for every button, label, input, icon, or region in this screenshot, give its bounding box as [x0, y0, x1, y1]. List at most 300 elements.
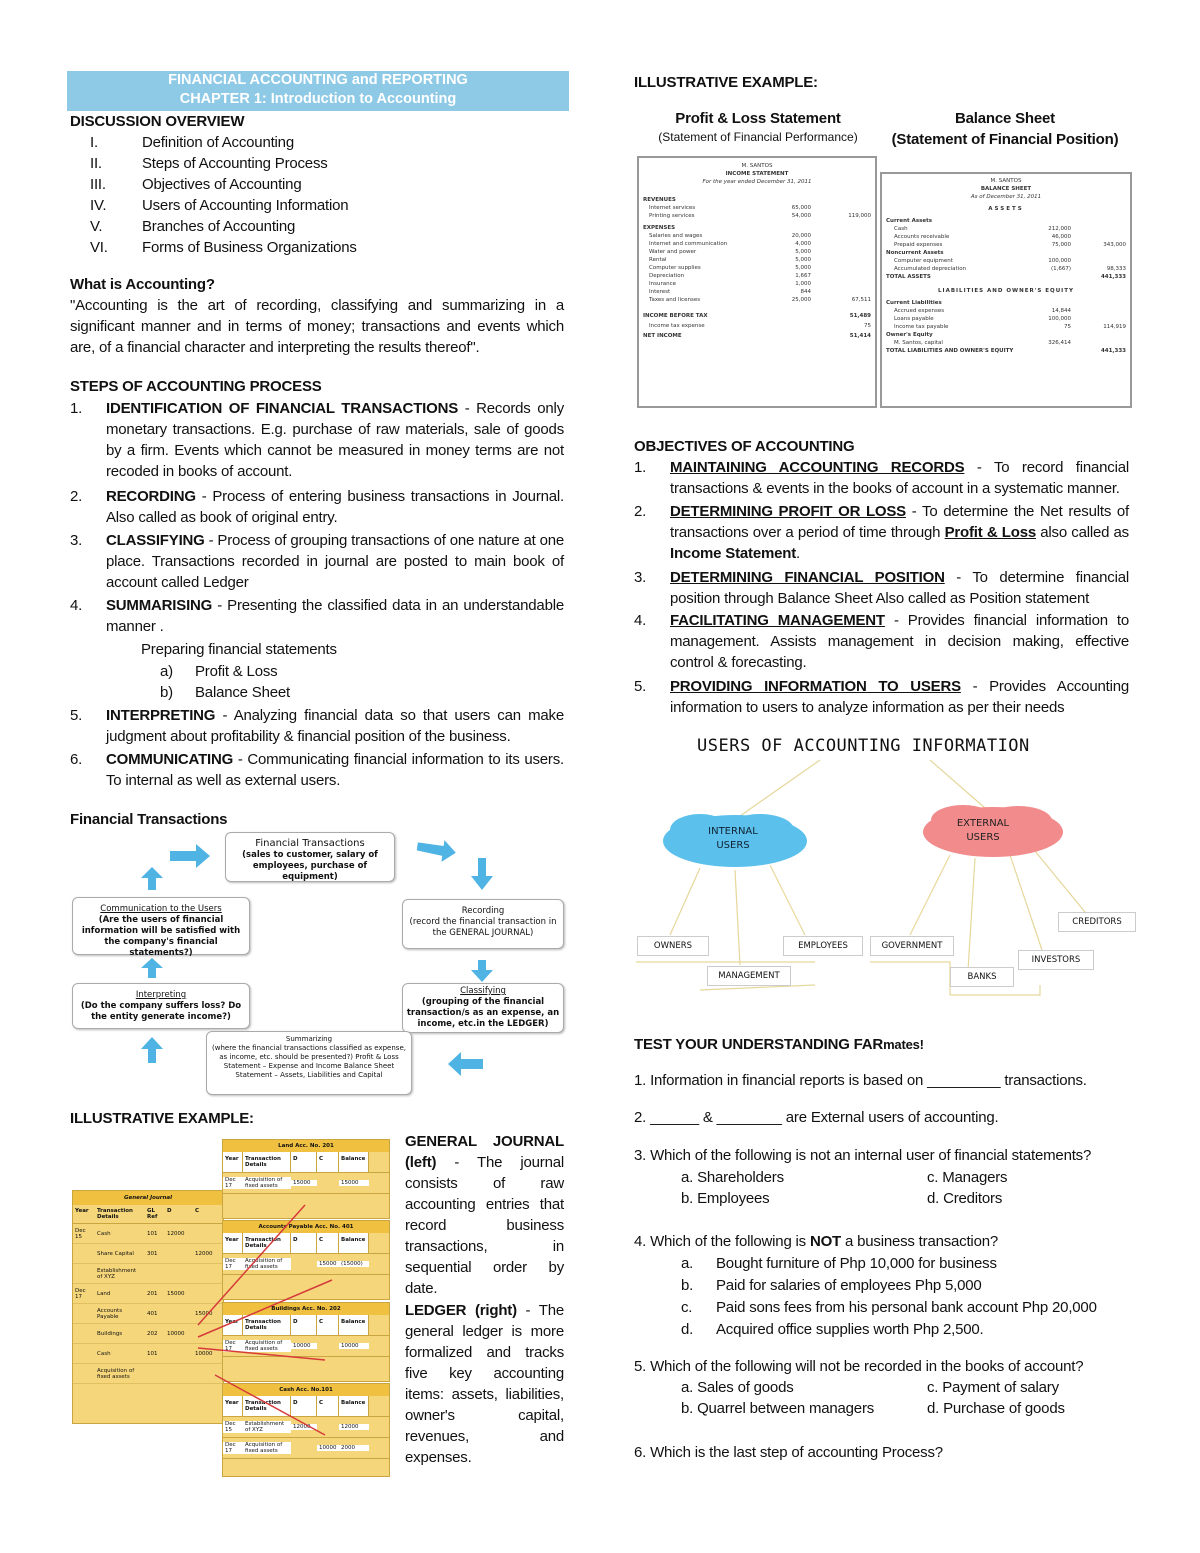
cycle-ft-text: (sales to customer, salary of employees, purchase of equipment) — [242, 850, 378, 882]
ledger-cell: Acquisition of fixed assets — [243, 1258, 291, 1270]
ledger-cell: 15000 — [291, 1180, 317, 1186]
objective-title: FACILITATING MANAGEMENT — [670, 612, 885, 629]
objective-title2: Profit & Loss — [944, 524, 1036, 541]
q4-option — [681, 1275, 982, 1296]
journal-header-cell: C — [195, 1208, 200, 1214]
bs-line — [882, 265, 1130, 273]
balance-sheet-image — [880, 172, 1132, 408]
journal-cell: Accounts Payable — [97, 1307, 123, 1320]
is-expense-value: 1,667 — [795, 273, 811, 279]
ledger-cell: 10000 — [317, 1445, 339, 1451]
is-expenses-label: EXPENSES — [643, 225, 676, 231]
bs-line-value: 212,000 — [1048, 226, 1071, 232]
q5-option-d: d. Purchase of goods — [927, 1400, 1065, 1417]
step-item — [70, 486, 564, 528]
overview-num: VI. — [90, 239, 108, 256]
step-body — [106, 749, 564, 791]
overview-num: III. — [90, 176, 106, 193]
journal-cell: 101 — [147, 1350, 158, 1357]
cycle-cls-text: (grouping of the financial transaction/s as an expense, an income, etc.in the LEDGER) — [406, 997, 560, 1029]
q4-option-num: d. — [681, 1321, 694, 1338]
bs-line-value: 326,414 — [1048, 340, 1071, 346]
bs-line-name: Loans payable — [894, 316, 934, 322]
is-revenue-total — [811, 204, 871, 212]
ledger-cell: 12000 — [291, 1424, 317, 1430]
ledger-title: Accounts Payable Acc. No. 401 — [223, 1221, 389, 1233]
cycle-sum-title: Summarizing — [285, 1035, 333, 1043]
bs-total-assets-label: TOTAL ASSETS — [886, 274, 931, 280]
is-expense-line — [639, 232, 875, 240]
ledger-header-cell: D — [291, 1396, 317, 1416]
bs-line-name: Accounts receivable — [894, 234, 950, 240]
bs-line-total — [1071, 257, 1126, 265]
objective-text: - Provides financial information to management. Assists management in decision making, effective control & forecasting. — [670, 612, 1129, 671]
q5-option-a: a. Sales of goods — [681, 1379, 794, 1396]
bs-line — [882, 323, 1130, 331]
ledger-header-cell: Year — [223, 1315, 243, 1335]
arrow-down-icon — [471, 858, 493, 890]
is-expense-total — [811, 264, 871, 272]
ledger-header-cell: D — [291, 1233, 317, 1253]
bs-total-le — [882, 347, 1130, 355]
step-num: 3. — [70, 532, 83, 549]
ledger-header-cell: D — [291, 1152, 317, 1172]
title-banner — [67, 71, 569, 111]
step-sub-item — [160, 682, 290, 703]
is-expense-value: 5,000 — [795, 265, 811, 271]
ledger-cell: Dec 17 — [223, 1177, 243, 1189]
bs-line-name: Accrued expenses — [894, 308, 945, 314]
q4-option — [681, 1253, 997, 1274]
illustrative-right-heading: ILLUSTRATIVE EXAMPLE: — [634, 74, 818, 91]
bs-le-label: LIABILITIES AND OWNER'S EQUITY — [938, 288, 1074, 294]
objective-item — [634, 501, 1129, 564]
question-6: 6. Which is the last step of accounting Process? — [634, 1444, 943, 1461]
objective-title: MAINTAINING ACCOUNTING RECORDS — [670, 459, 965, 476]
objective-num: 1. — [634, 459, 647, 476]
ledger-header-cell: Balance — [339, 1315, 369, 1335]
journal-cell: 15000 — [167, 1290, 185, 1297]
ledger-header-cell: D — [291, 1315, 317, 1335]
objective-item — [634, 610, 1129, 673]
journal-title: General Journal — [73, 1191, 223, 1205]
cycle-box-summarizing — [206, 1031, 412, 1095]
is-expense-name: Depreciation — [649, 273, 685, 279]
ledger-cell: 15000 — [317, 1261, 339, 1267]
is-revenue-value: 54,000 — [791, 213, 811, 219]
ledger-header-cell: C — [317, 1233, 339, 1253]
arrow-right-icon — [170, 844, 210, 868]
overview-text: Branches of Accounting — [142, 218, 296, 235]
objective-num: 5. — [634, 678, 647, 695]
ledger-header-cell: Balance — [339, 1233, 369, 1253]
q4-option-text: Paid sons fees from his personal bank account Php 20,000 — [716, 1299, 1097, 1316]
is-expense-name: Water and power — [649, 249, 697, 255]
is-expense-total — [811, 288, 871, 296]
q4-option-num: a. — [681, 1255, 694, 1272]
step-item — [70, 705, 564, 747]
bs-line — [882, 307, 1130, 315]
cycle-heading: Financial Transactions — [70, 811, 228, 828]
ledger-cell: 10000 — [291, 1343, 317, 1349]
step-text: - Process of grouping transactions of one nature at one place. Transactions recorded in journal are posted to main book of account called Ledger — [106, 532, 564, 591]
cycle-box-classifying — [402, 983, 564, 1033]
bs-line-value: 75 — [1064, 324, 1071, 330]
bs-line — [882, 225, 1130, 233]
is-revenue-value: 65,000 — [791, 205, 811, 211]
general-journal-desc — [405, 1131, 564, 1299]
cycle-box-recording — [402, 899, 564, 949]
bs-line-name: Computer equipment — [894, 258, 953, 264]
arrow-up-icon — [141, 867, 163, 890]
objective-title3: Income Statement — [670, 545, 796, 562]
user-investors: INVESTORS — [1018, 950, 1094, 970]
is-summary-value: 51,489 — [849, 313, 871, 319]
step-num: 4. — [70, 597, 83, 614]
ledger-cell: 12000 — [339, 1424, 369, 1430]
cycle-int-title: Interpreting — [135, 990, 187, 1000]
step-text: - Analyzing financial data so that users can make judgment about profitability & financial position of the business. — [106, 707, 564, 745]
q3-option-d: d. Creditors — [927, 1190, 1003, 1207]
ledger-title: Cash Acc. No.101 — [223, 1384, 389, 1396]
is-expense-name: Insurance — [649, 281, 676, 287]
ledger-text: - The general ledger is more formalized and tracks five key accounting items: assets, liabilities, owner's capital, revenues, and expenses. — [405, 1302, 564, 1466]
objective-body — [670, 567, 1129, 609]
step-body — [106, 595, 564, 637]
is-company: M. SANTOS — [741, 163, 773, 169]
is-expense-value: 1,000 — [795, 281, 811, 287]
question-5: 5. Which of the following will not be recorded in the books of account? — [634, 1358, 1084, 1375]
step-item — [70, 749, 564, 791]
bs-line-name: Prepaid expenses — [894, 242, 943, 248]
journal-cell: 12000 — [167, 1230, 185, 1237]
external-users-label: EXTERNAL USERS — [956, 818, 1010, 843]
arrow-up-icon — [141, 958, 163, 978]
objective-num: 3. — [634, 569, 647, 586]
cycle-sum-text: (where the financial transactions classified as expense, as income, etc. should be presented?) Profit & Loss Statement – Expense and Income Balance Sheet Statement – Assets, Liabilities and Capital — [212, 1044, 406, 1079]
journal-ledger-image — [70, 1135, 392, 1479]
bs-title: Balance Sheet — [955, 110, 1055, 127]
ledger-title: LEDGER (right) — [405, 1302, 517, 1319]
q4-option — [681, 1319, 984, 1340]
income-statement-image — [637, 156, 877, 408]
user-banks: BANKS — [950, 967, 1014, 987]
ledger-header-cell: Year — [223, 1233, 243, 1253]
step-sub-num: a) — [160, 663, 173, 680]
q4-text-b: NOT — [809, 1233, 842, 1250]
test-heading-b: mates! — [883, 1037, 924, 1052]
journal-header-cell: D — [167, 1208, 172, 1214]
ledger-cell: (15000) — [339, 1261, 369, 1267]
journal-cell: Cash — [97, 1230, 111, 1237]
journal-cell: 201 — [147, 1290, 158, 1297]
q4-option-text: Paid for salaries of employees Php 5,000 — [716, 1277, 982, 1294]
posting-arrows — [70, 1135, 392, 1479]
q4-text-c: a business transaction? — [841, 1233, 998, 1250]
step-text: - Communicating financial information to its users. To internal as well as external users. — [106, 751, 564, 789]
bs-line — [882, 315, 1130, 323]
is-expense-total — [811, 272, 871, 280]
bs-period: As of December 31, 2011 — [970, 194, 1042, 200]
arrow-right-icon — [416, 836, 458, 863]
ledger-title: Buildings Acc. No. 202 — [223, 1303, 389, 1315]
arrow-down-icon — [471, 960, 493, 982]
cycle-rec-title: Recording — [461, 906, 505, 916]
step-num: 2. — [70, 488, 83, 505]
cycle-com-title: Communication to the Users — [100, 904, 222, 914]
journal-cell: Acquisition of fixed assets — [97, 1367, 135, 1380]
user-management: MANAGEMENT — [707, 966, 791, 986]
is-expense-name: Interest — [649, 289, 671, 295]
objective-num: 2. — [634, 503, 647, 520]
journal-cell: 10000 — [195, 1350, 213, 1357]
ledger-cell: 10000 — [339, 1343, 369, 1349]
cycle-box-communication — [72, 897, 250, 958]
objective-title: DETERMINING FINANCIAL POSITION — [670, 569, 945, 586]
bs-total-le-value: 441,333 — [1100, 348, 1126, 354]
step-sub-item — [160, 661, 277, 682]
objective-title: PROVIDING INFORMATION TO USERS — [670, 678, 961, 695]
objective-text: - To determine financial position through Balance Sheet Also called as Position statement — [670, 569, 1129, 607]
test-heading — [634, 1034, 924, 1055]
is-revenue-line — [639, 204, 875, 212]
step-num: 6. — [70, 751, 83, 768]
overview-text: Users of Accounting Information — [142, 197, 349, 214]
is-expense-total — [811, 256, 871, 264]
chapter-title: CHAPTER 1: Introduction to Accounting — [179, 91, 457, 107]
step-sub-text: Profit & Loss — [195, 663, 278, 680]
journal-header-cell: GL Ref — [147, 1208, 158, 1220]
ledger-header-cell: Balance — [339, 1152, 369, 1172]
is-expense-line — [639, 264, 875, 272]
document-title: FINANCIAL ACCOUNTING and REPORTING — [168, 72, 468, 88]
journal-cell: 401 — [147, 1310, 158, 1317]
illustrative-left-heading: ILLUSTRATIVE EXAMPLE: — [70, 1110, 254, 1127]
journal-cell: Share Capital — [97, 1250, 134, 1257]
test-heading-a: TEST YOUR UNDERSTANDING FAR — [634, 1036, 884, 1053]
is-summary-label: Income tax expense — [649, 323, 705, 329]
objective-text3: . — [796, 545, 800, 562]
ledger-header-cell: Balance — [339, 1396, 369, 1416]
is-revenue-name: Printing services — [649, 213, 695, 219]
overview-item — [70, 153, 328, 174]
bs-line — [882, 233, 1130, 241]
is-expense-total — [811, 240, 871, 248]
ledger-cell: Dec 17 — [223, 1258, 243, 1270]
is-expense-line — [639, 240, 875, 248]
step-text: - Presenting the classified data in an understandable manner . — [106, 597, 564, 635]
ledger-cell: Dec 17 — [223, 1340, 243, 1352]
bs-line-name: Income tax payable — [894, 324, 949, 330]
is-expense-value: 5,000 — [795, 249, 811, 255]
gj-text: - The journal consists of raw accounting entries that record business transactions, in sequential order by date. — [405, 1154, 564, 1297]
ledger-header-cell: Transaction Details — [243, 1152, 291, 1172]
step-item — [70, 398, 564, 482]
bs-section-label: Current Assets — [886, 218, 933, 224]
arrow-up-icon — [141, 1037, 163, 1063]
journal-header-cell: Transaction Details — [97, 1208, 133, 1220]
is-summary-label: INCOME BEFORE TAX — [643, 313, 708, 319]
user-owners: OWNERS — [637, 936, 709, 956]
bs-line — [882, 241, 1130, 249]
overview-num: V. — [90, 218, 103, 235]
bs-section-label: Noncurrent Assets — [886, 250, 944, 256]
internal-users-cloud — [660, 812, 810, 870]
question-1: 1. Information in financial reports is based on _________ transactions. — [634, 1072, 1087, 1089]
is-summary-line — [639, 332, 875, 340]
ledger-header-cell: Transaction Details — [243, 1315, 291, 1335]
bs-subtitle: (Statement of Financial Position) — [891, 131, 1119, 148]
journal-cell: Land — [97, 1290, 111, 1297]
journal-cell: 301 — [147, 1250, 158, 1257]
ledger-cell: Dec 17 — [223, 1442, 243, 1454]
is-summary-value: 75 — [864, 323, 871, 329]
overview-num: IV. — [90, 197, 107, 214]
overview-item — [70, 216, 295, 237]
is-expense-line — [639, 248, 875, 256]
ledger-title: Land Acc. No. 201 — [223, 1140, 389, 1152]
users-title: USERS OF ACCOUNTING INFORMATION — [697, 736, 1030, 756]
step-text: - Process of entering business transactions in Journal. Also called as book of original entry. — [106, 488, 564, 526]
objective-body — [670, 457, 1129, 499]
ledger-cell: Acquisition of fixed assets — [243, 1177, 291, 1189]
bs-line-total — [1071, 315, 1126, 323]
ledger-header-cell: Year — [223, 1152, 243, 1172]
cycle-int-text: (Do the company suffers loss? Do the entity generate income?) — [80, 1001, 242, 1022]
bs-line-total — [1071, 307, 1126, 315]
is-expense-line — [639, 280, 875, 288]
is-revenues-label: REVENUES — [643, 197, 676, 203]
is-period: For the year ended December 31, 2011 — [702, 179, 812, 185]
objective-num: 4. — [634, 612, 647, 629]
bs-line-name: Accumulated depreciation — [894, 266, 967, 272]
step-body — [106, 398, 564, 482]
objective-title: DETERMINING PROFIT OR LOSS — [670, 503, 906, 520]
question-2: 2. ______ & ________ are External users of accounting. — [634, 1109, 999, 1126]
step-sub-num: b) — [160, 684, 173, 701]
bs-line-name: Cash — [894, 226, 908, 232]
journal-cell: Dec 17 — [75, 1287, 86, 1300]
is-expense-value: 4,000 — [795, 241, 811, 247]
overview-item — [70, 132, 294, 153]
objective-text: - To determine the Net results of transactions over a period of time through — [670, 503, 1130, 541]
is-expense-line — [639, 288, 875, 296]
internal-users-label: INTERNAL USERS — [708, 826, 758, 851]
bs-line-value: 100,000 — [1048, 258, 1071, 264]
is-expense-name: Internet and communication — [649, 241, 728, 247]
is-expense-value: 844 — [800, 289, 811, 295]
step-title: RECORDING — [106, 488, 196, 505]
bs-line-total: 98,333 — [1106, 266, 1126, 272]
pl-title: Profit & Loss Statement — [675, 110, 841, 127]
q3-option-c: c. Managers — [927, 1169, 1008, 1186]
q3-option-b: b. Employees — [681, 1190, 770, 1207]
bs-name: BALANCE SHEET — [980, 186, 1032, 192]
bs-line-value: (1,667) — [1050, 266, 1071, 272]
q4-option-text: Acquired office supplies worth Php 2,500. — [716, 1321, 984, 1338]
is-name: INCOME STATEMENT — [725, 171, 789, 177]
bs-company: M. SANTOS — [990, 178, 1022, 184]
cycle-box-interpreting — [72, 983, 250, 1029]
is-summary-line — [639, 312, 875, 320]
journal-header-cell: Year — [75, 1208, 89, 1214]
q4-text-a: 4. Which of the following is — [634, 1233, 810, 1250]
journal-cell: 12000 — [195, 1250, 213, 1257]
bs-line-value: 46,000 — [1051, 234, 1071, 240]
objective-body — [670, 610, 1129, 673]
external-users-cloud — [918, 803, 1068, 859]
overview-text: Definition of Accounting — [142, 134, 294, 151]
ledger-header-cell: C — [317, 1152, 339, 1172]
journal-cell: 101 — [147, 1230, 158, 1237]
is-expense-total — [811, 280, 871, 288]
bs-line-total — [1071, 233, 1126, 241]
step-title: SUMMARISING — [106, 597, 213, 614]
ledger-cell: Acquisition of fixed assets — [243, 1340, 291, 1352]
pl-subtitle: (Statement of Financial Performance) — [658, 130, 858, 144]
is-expense-total — [811, 248, 871, 256]
q5-option-b: b. Quarrel between managers — [681, 1400, 875, 1417]
journal-cell: 202 — [147, 1330, 158, 1337]
step-body — [106, 486, 564, 528]
journal-cell: Buildings — [97, 1330, 123, 1337]
ledger-header-cell: C — [317, 1315, 339, 1335]
overview-text: Steps of Accounting Process — [142, 155, 328, 172]
is-expense-name: Taxes and licenses — [649, 297, 701, 303]
q3-option-a: a. Shareholders — [681, 1169, 784, 1186]
is-expense-line — [639, 272, 875, 280]
question-3: 3. Which of the following is not an internal user of financial statements? — [634, 1147, 1092, 1164]
bs-line-value: 14,844 — [1051, 308, 1071, 314]
q4-option-text: Bought furniture of Php 10,000 for business — [716, 1255, 997, 1272]
ledger-cell: 2000 — [339, 1445, 369, 1451]
question-4 — [634, 1231, 998, 1252]
step-sub-text: Balance Sheet — [195, 684, 290, 701]
q4-option-num: b. — [681, 1277, 694, 1294]
is-expense-line — [639, 296, 875, 304]
bs-section-label: Owner's Equity — [886, 332, 933, 338]
step-body — [106, 530, 564, 593]
bs-line-name: M. Santos, capital — [894, 340, 943, 346]
is-summary-line — [639, 322, 875, 330]
ledger-cell: Establishment of XYZ — [243, 1421, 291, 1433]
ledger-cell: 15000 — [339, 1180, 369, 1186]
bs-line-value: 75,000 — [1051, 242, 1071, 248]
bs-total-assets-value: 441,333 — [1100, 274, 1126, 280]
overview-item — [70, 195, 348, 216]
objective-item — [634, 676, 1129, 718]
cycle-ft-title: Financial Transactions — [255, 838, 365, 849]
is-expense-total — [811, 232, 871, 240]
bs-line-total: 343,000 — [1103, 242, 1126, 248]
user-government: GOVERNMENT — [870, 936, 954, 956]
ledger-header-cell: C — [317, 1396, 339, 1416]
bs-line-total — [1071, 339, 1126, 347]
bs-section-label: Current Liabilities — [886, 300, 942, 306]
objective-body — [670, 676, 1129, 718]
overview-text: Forms of Business Organizations — [142, 239, 357, 256]
is-expense-name: Rental — [649, 257, 667, 263]
step-sub-intro: Preparing financial statements — [141, 641, 337, 658]
is-expense-total: 67,511 — [851, 297, 871, 303]
objective-text: - Provides Accounting information to users to analyze information as per their needs — [670, 678, 1129, 716]
is-revenue-total: 119,000 — [848, 213, 871, 219]
cycle-rec-text: (record the financial transaction in the GENERAL JOURNAL) — [409, 917, 557, 938]
objective-item — [634, 457, 1129, 499]
overview-text: Objectives of Accounting — [142, 176, 302, 193]
user-employees: EMPLOYEES — [783, 936, 863, 956]
step-text: - Records only monetary transactions. E.g. purchase of raw materials, sale of goods by a firm. Events which cannot be measured in money terms are not recoded in books of account. — [106, 400, 564, 480]
